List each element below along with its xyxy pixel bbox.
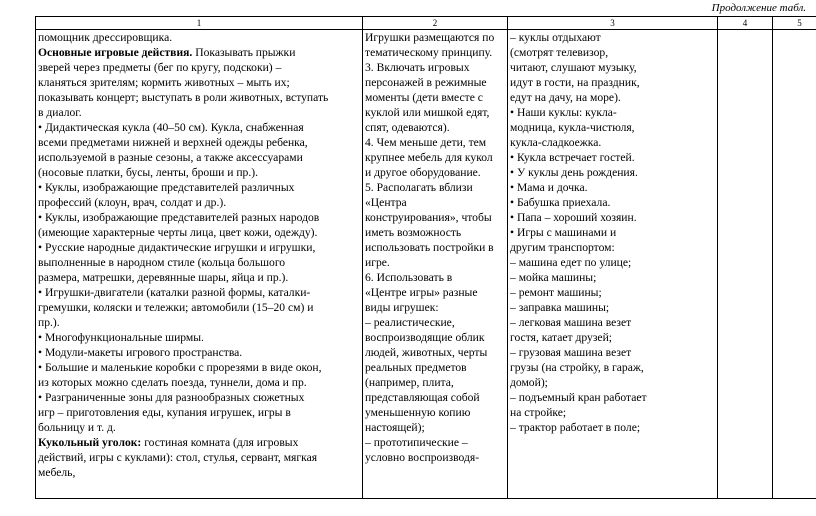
text-line: 4. Чем меньше дети, тем bbox=[365, 136, 487, 149]
cell-column-1 bbox=[36, 30, 363, 499]
table-row bbox=[36, 30, 816, 499]
text-line: виды игрушек: bbox=[365, 301, 439, 314]
content-table bbox=[35, 16, 816, 499]
text-line: – реалистические, bbox=[365, 316, 455, 329]
text-line bbox=[38, 195, 360, 210]
text-line: домой); bbox=[510, 376, 548, 389]
text-run: Показывать прыжки bbox=[192, 46, 296, 59]
text-line: • Мама и дочка. bbox=[510, 181, 588, 194]
text-run: используемой в разные сезоны, а также аксессуарами bbox=[38, 151, 303, 164]
cell-column-3 bbox=[508, 30, 718, 499]
text-line bbox=[38, 360, 360, 375]
text-run: действий, игры с куклами): стол, стулья, сервант, мягкая bbox=[38, 451, 318, 464]
text-run: игр – приготовления еды, купания игрушек, игры в bbox=[38, 406, 291, 419]
text-run: гостиная комната (для игровых bbox=[141, 436, 299, 449]
text-line: воспроизводящие облик bbox=[365, 331, 485, 344]
text-line: 3. Включать игровых bbox=[365, 61, 470, 74]
text-line bbox=[38, 225, 360, 240]
text-line: идут в гости, на праздник, bbox=[510, 76, 640, 89]
text-line: условно воспроизводя- bbox=[365, 451, 480, 464]
text-line: – грузовая машина везет bbox=[510, 346, 632, 359]
text-run: больницу и т. д. bbox=[38, 421, 116, 434]
text-line bbox=[38, 90, 360, 105]
text-line: другим транспортом: bbox=[510, 241, 615, 254]
text-run: пр.). bbox=[38, 316, 60, 329]
text-line: (например, плита, bbox=[365, 376, 454, 389]
text-line bbox=[38, 120, 360, 135]
text-line: • Игры с машинами и bbox=[510, 226, 617, 239]
header-cell-1: 1 bbox=[36, 17, 363, 30]
text-line bbox=[38, 450, 360, 465]
text-line: на стройке; bbox=[510, 406, 567, 419]
text-line: «Центре игры» разные bbox=[365, 286, 478, 299]
bold-text-run: Основные игровые действия. bbox=[38, 46, 193, 59]
text-line bbox=[38, 150, 360, 165]
text-line: гостя, катает друзей; bbox=[510, 331, 612, 344]
text-line bbox=[38, 105, 360, 120]
text-line bbox=[38, 60, 360, 75]
text-line bbox=[38, 210, 360, 225]
text-line bbox=[38, 135, 360, 150]
text-line: – трактор работает в поле; bbox=[510, 421, 641, 434]
text-line: • Наши куклы: кукла- bbox=[510, 106, 617, 119]
text-line bbox=[38, 30, 360, 45]
text-line: – подъемный кран работает bbox=[510, 391, 647, 404]
text-line bbox=[38, 375, 360, 390]
text-line bbox=[38, 165, 360, 180]
text-line bbox=[38, 315, 360, 330]
cell-column-5 bbox=[773, 30, 816, 499]
text-line: – заправка машины; bbox=[510, 301, 610, 314]
text-line: спят, одеваются). bbox=[365, 121, 450, 134]
header-cell-4: 4 bbox=[718, 17, 773, 30]
text-run: мебель, bbox=[38, 466, 76, 479]
text-line: игре. bbox=[365, 256, 390, 269]
text-line: • Кукла встречает гостей. bbox=[510, 151, 635, 164]
text-line bbox=[38, 285, 360, 300]
text-line bbox=[38, 180, 360, 195]
text-run: всеми предметами нижней и верхней одежды ребенка, bbox=[38, 136, 308, 149]
text-line: едут на дачу, на море). bbox=[510, 91, 621, 104]
header-cell-5: 5 bbox=[773, 17, 816, 30]
text-run: зверей через предметы (бег по кругу, подскоки) – bbox=[38, 61, 282, 74]
text-line: представляющая собой bbox=[365, 391, 480, 404]
text-line: моменты (дети вместе с bbox=[365, 91, 483, 104]
text-line bbox=[38, 435, 360, 450]
text-line bbox=[38, 45, 360, 60]
text-line: и другое оборудование. bbox=[365, 166, 481, 179]
text-line: людей, животных, черты bbox=[365, 346, 488, 359]
text-run: размера, матрешки, деревянные шары, яйца и пр.). bbox=[38, 271, 289, 284]
table-continuation-caption: Продолжение табл. bbox=[711, 2, 806, 14]
text-run: • Разграниченные зоны для разнообразных сюжетных bbox=[38, 391, 305, 404]
text-line: иметь возможность bbox=[365, 226, 462, 239]
text-run: (имеющие характерные черты лица, цвет кожи, одежду). bbox=[38, 226, 318, 239]
bold-text-run: Кукольный уголок: bbox=[38, 436, 142, 449]
cell-column-4 bbox=[718, 30, 773, 499]
text-line: персонажей в режимные bbox=[365, 76, 487, 89]
text-run: • Многофункциональные ширмы. bbox=[38, 331, 204, 344]
text-run: кланяться зрителям; кормить животных – мыть их; bbox=[38, 76, 290, 89]
text-run: • Дидактическая кукла (40–50 см). Кукла, снабженная bbox=[38, 121, 304, 134]
text-run: гремушки, коляски и тележки; автомобили (15–20 см) и bbox=[38, 301, 314, 314]
text-run: выполненные в народном стиле (кольца большого bbox=[38, 256, 286, 269]
text-line: • Папа – хороший хозяин. bbox=[510, 211, 637, 224]
header-cell-2: 2 bbox=[363, 17, 508, 30]
text-line: • У куклы день рождения. bbox=[510, 166, 638, 179]
text-line: – ремонт машины; bbox=[510, 286, 602, 299]
text-line: конструирования», чтобы bbox=[365, 211, 492, 224]
text-line: – машина едет по улице; bbox=[510, 256, 632, 269]
text-line: Игрушки размещаются по bbox=[365, 31, 495, 44]
text-line: крупнее мебель для кукол bbox=[365, 151, 493, 164]
text-line bbox=[38, 390, 360, 405]
text-line: реальных предметов bbox=[365, 361, 467, 374]
text-line bbox=[38, 420, 360, 435]
text-line: куклой или мишкой едят, bbox=[365, 106, 490, 119]
text-run: (носовые платки, бусы, ленты, броши и пр.). bbox=[38, 166, 258, 179]
text-line: 5. Располагать вблизи bbox=[365, 181, 473, 194]
text-run: профессий (клоун, врач, солдат и др.). bbox=[38, 196, 227, 209]
text-line: тематическому принципу. bbox=[365, 46, 493, 59]
text-line: грузы (на стройку, в гараж, bbox=[510, 361, 644, 374]
text-run: • Большие и маленькие коробки с прорезями в виде окон, bbox=[38, 361, 322, 374]
text-line: (смотрят телевизор, bbox=[510, 46, 609, 59]
text-line bbox=[38, 465, 360, 480]
text-line: • Бабушка приехала. bbox=[510, 196, 611, 209]
text-line: – легковая машина везет bbox=[510, 316, 632, 329]
text-run: показывать концерт; выступать в роли животных, вступать bbox=[38, 91, 329, 104]
text-line: – мойка машины; bbox=[510, 271, 597, 284]
text-run: • Русские народные дидактические игрушки и игрушки, bbox=[38, 241, 316, 254]
text-line: «Центра bbox=[365, 196, 407, 209]
text-line bbox=[38, 405, 360, 420]
text-line: – куклы отдыхают bbox=[510, 31, 601, 44]
text-line: модница, кукла-чистюля, bbox=[510, 121, 635, 134]
text-line bbox=[38, 255, 360, 270]
text-run: • Модули-макеты игрового пространства. bbox=[38, 346, 243, 359]
text-line bbox=[38, 270, 360, 285]
cell-column-2 bbox=[363, 30, 508, 499]
text-line: использовать постройки в bbox=[365, 241, 494, 254]
text-line: читают, слушают музыку, bbox=[510, 61, 637, 74]
text-line bbox=[38, 330, 360, 345]
text-line: 6. Использовать в bbox=[365, 271, 453, 284]
table-header-row bbox=[36, 17, 816, 30]
text-line: – прототипические – bbox=[365, 436, 468, 449]
text-line bbox=[38, 345, 360, 360]
text-line bbox=[38, 240, 360, 255]
text-run: • Куклы, изображающие представителей различных bbox=[38, 181, 295, 194]
text-line: уменьшенную копию bbox=[365, 406, 471, 419]
text-run: • Игрушки-двигатели (каталки разной формы, каталки- bbox=[38, 286, 311, 299]
text-line bbox=[38, 300, 360, 315]
text-line bbox=[38, 75, 360, 90]
header-cell-3: 3 bbox=[508, 17, 718, 30]
text-line: кукла-сладкоежка. bbox=[510, 136, 602, 149]
text-run: в диалог. bbox=[38, 106, 82, 119]
text-run: помощник дрессировщика. bbox=[38, 31, 173, 44]
text-run: из которых можно сделать поезда, туннели, дома и пр. bbox=[38, 376, 307, 389]
text-line: настоящей); bbox=[365, 421, 425, 434]
text-run: • Куклы, изображающие представителей разных народов bbox=[38, 211, 320, 224]
